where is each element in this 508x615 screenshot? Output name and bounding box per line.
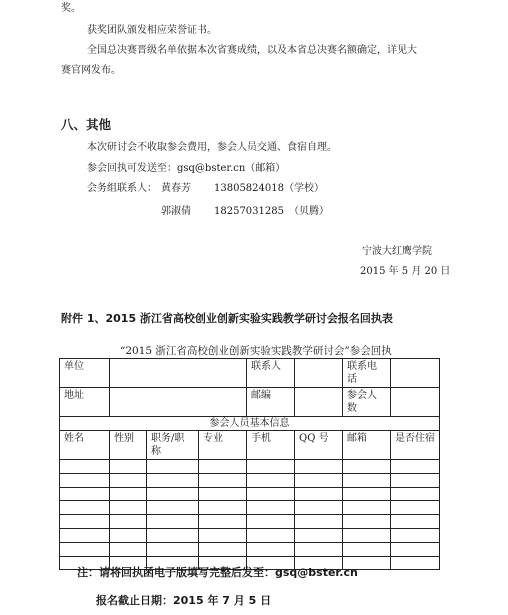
attendee-cell[interactable] bbox=[391, 542, 440, 556]
attendee-count-input-cell[interactable] bbox=[391, 388, 440, 417]
attendee-cell[interactable] bbox=[295, 487, 343, 501]
note-line: 注：请将回执函电子版填写完整后发至：gsq@bster.cn bbox=[77, 566, 358, 579]
attendee-cell[interactable] bbox=[147, 542, 199, 556]
attendee-cell[interactable] bbox=[247, 515, 295, 529]
attendee-row bbox=[60, 460, 440, 474]
address-input-cell[interactable] bbox=[110, 388, 247, 417]
attendee-cell[interactable] bbox=[199, 515, 247, 529]
attendee-cell[interactable] bbox=[60, 542, 110, 556]
address-label: 地址 bbox=[60, 388, 110, 417]
contact2-phone: 18257031285 （贝腾） bbox=[214, 206, 329, 217]
attendee-cell[interactable] bbox=[147, 487, 199, 501]
attendee-cell[interactable] bbox=[295, 528, 343, 542]
contact-person-input-cell[interactable] bbox=[295, 359, 343, 388]
attendee-row bbox=[60, 542, 440, 556]
col-header-gender: 性别 bbox=[110, 431, 147, 460]
attendee-cell[interactable] bbox=[110, 528, 147, 542]
attendee-cell[interactable] bbox=[391, 460, 440, 474]
phone-input-cell[interactable] bbox=[391, 359, 440, 388]
attendee-cell[interactable] bbox=[295, 501, 343, 515]
attendee-cell[interactable] bbox=[199, 542, 247, 556]
attendee-cell[interactable] bbox=[147, 501, 199, 515]
attendee-row bbox=[60, 501, 440, 515]
attendee-cell[interactable] bbox=[247, 528, 295, 542]
attendee-cell[interactable] bbox=[60, 528, 110, 542]
postcode-input-cell[interactable] bbox=[295, 388, 343, 417]
attendee-cell[interactable] bbox=[343, 487, 391, 501]
col-header-major: 专业 bbox=[199, 431, 247, 460]
attendee-cell[interactable] bbox=[247, 460, 295, 474]
attendee-cell[interactable] bbox=[343, 473, 391, 487]
attendee-cell[interactable] bbox=[343, 528, 391, 542]
col-header-mobile: 手机 bbox=[247, 431, 295, 460]
attendee-cell[interactable] bbox=[110, 542, 147, 556]
contact2-name: 郭淑倩 bbox=[161, 206, 191, 217]
attendee-count-label: 参会人数 bbox=[343, 388, 391, 417]
unit-input-cell[interactable] bbox=[110, 359, 247, 388]
col-header-name: 姓名 bbox=[60, 431, 110, 460]
attendee-cell[interactable] bbox=[199, 501, 247, 515]
attendee-cell[interactable] bbox=[391, 515, 440, 529]
attendee-cell[interactable] bbox=[295, 542, 343, 556]
attendee-cell[interactable] bbox=[295, 473, 343, 487]
attendee-cell[interactable] bbox=[247, 501, 295, 515]
attendee-cell[interactable] bbox=[199, 473, 247, 487]
attendee-cell[interactable] bbox=[147, 473, 199, 487]
attendee-cell[interactable] bbox=[60, 460, 110, 474]
attendee-cell[interactable] bbox=[110, 460, 147, 474]
attendee-row bbox=[60, 515, 440, 529]
attendee-cell[interactable] bbox=[199, 528, 247, 542]
unit-label: 单位 bbox=[60, 359, 110, 388]
fee-line: 本次研讨会不收取参会费用，参会人员交通、食宿自理。 bbox=[87, 142, 337, 153]
registration-form-table bbox=[59, 358, 440, 570]
attendee-cell[interactable] bbox=[147, 460, 199, 474]
attendee-cell[interactable] bbox=[391, 487, 440, 501]
attendee-cell[interactable] bbox=[110, 487, 147, 501]
attendee-cell[interactable] bbox=[60, 487, 110, 501]
phone-label: 联系电话 bbox=[343, 359, 391, 388]
award-paragraph: 获奖团队颁发相应荣誉证书。 bbox=[87, 25, 217, 36]
section-heading: 八、其他 bbox=[61, 117, 112, 132]
attendee-row bbox=[60, 528, 440, 542]
attendee-cell[interactable] bbox=[147, 528, 199, 542]
contact-label: 会务组联系人： bbox=[87, 183, 157, 194]
final-paragraph-line1: 全国总决赛晋级名单依据本次省赛成绩，以及本省总决赛名额确定，详见大 bbox=[87, 45, 417, 56]
attendee-cell[interactable] bbox=[110, 473, 147, 487]
attendee-cell[interactable] bbox=[391, 556, 440, 570]
attendee-cell[interactable] bbox=[343, 501, 391, 515]
contact1-name: 黄春芳 bbox=[161, 183, 191, 194]
col-header-accommodation: 是否住宿 bbox=[391, 431, 440, 460]
attendee-row bbox=[60, 487, 440, 501]
attendee-row bbox=[60, 473, 440, 487]
attendee-cell[interactable] bbox=[199, 487, 247, 501]
attendee-cell[interactable] bbox=[60, 515, 110, 529]
attendee-cell[interactable] bbox=[391, 528, 440, 542]
attendee-cell[interactable] bbox=[147, 515, 199, 529]
attendee-cell[interactable] bbox=[60, 501, 110, 515]
attendee-cell[interactable] bbox=[110, 501, 147, 515]
col-header-qq: QQ 号 bbox=[295, 431, 343, 460]
deadline-line: 报名截止日期：2015 年 7 月 5 日 bbox=[96, 594, 272, 607]
col-header-position: 职务/职称 bbox=[147, 431, 199, 460]
top-fragment: 奖。 bbox=[61, 3, 81, 14]
contact1-phone: 13805824018（学校） bbox=[214, 183, 324, 194]
postcode-label: 邮编 bbox=[247, 388, 295, 417]
col-header-email: 邮箱 bbox=[343, 431, 391, 460]
attendee-cell[interactable] bbox=[391, 473, 440, 487]
attendee-cell[interactable] bbox=[295, 460, 343, 474]
attendee-cell[interactable] bbox=[247, 542, 295, 556]
attendee-cell[interactable] bbox=[247, 487, 295, 501]
attachment-title: 附件 1、2015 浙江省高校创业创新实验实践教学研讨会报名回执表 bbox=[61, 312, 393, 325]
final-paragraph-line2: 赛官网发布。 bbox=[61, 65, 121, 76]
attendee-cell[interactable] bbox=[199, 460, 247, 474]
attendee-section-header: 参会人员基本信息 bbox=[60, 417, 440, 431]
attendee-cell[interactable] bbox=[343, 460, 391, 474]
attendee-cell[interactable] bbox=[343, 515, 391, 529]
attendee-cell[interactable] bbox=[391, 501, 440, 515]
organization-name: 宁波大红鹰学院 bbox=[362, 246, 432, 257]
attendee-cell[interactable] bbox=[110, 515, 147, 529]
document-date: 2015 年 5 月 20 日 bbox=[360, 266, 451, 277]
attendee-cell[interactable] bbox=[247, 473, 295, 487]
attendee-cell[interactable] bbox=[343, 542, 391, 556]
reply-line: 参会回执可发送至：gsq@bster.cn（邮箱） bbox=[87, 163, 286, 174]
table-caption: “2015 浙江省高校创业创新实验实践教学研讨会”参会回执 bbox=[120, 345, 392, 357]
contact-person-label: 联系人 bbox=[247, 359, 295, 388]
attendee-cell[interactable] bbox=[60, 473, 110, 487]
attendee-cell[interactable] bbox=[295, 515, 343, 529]
